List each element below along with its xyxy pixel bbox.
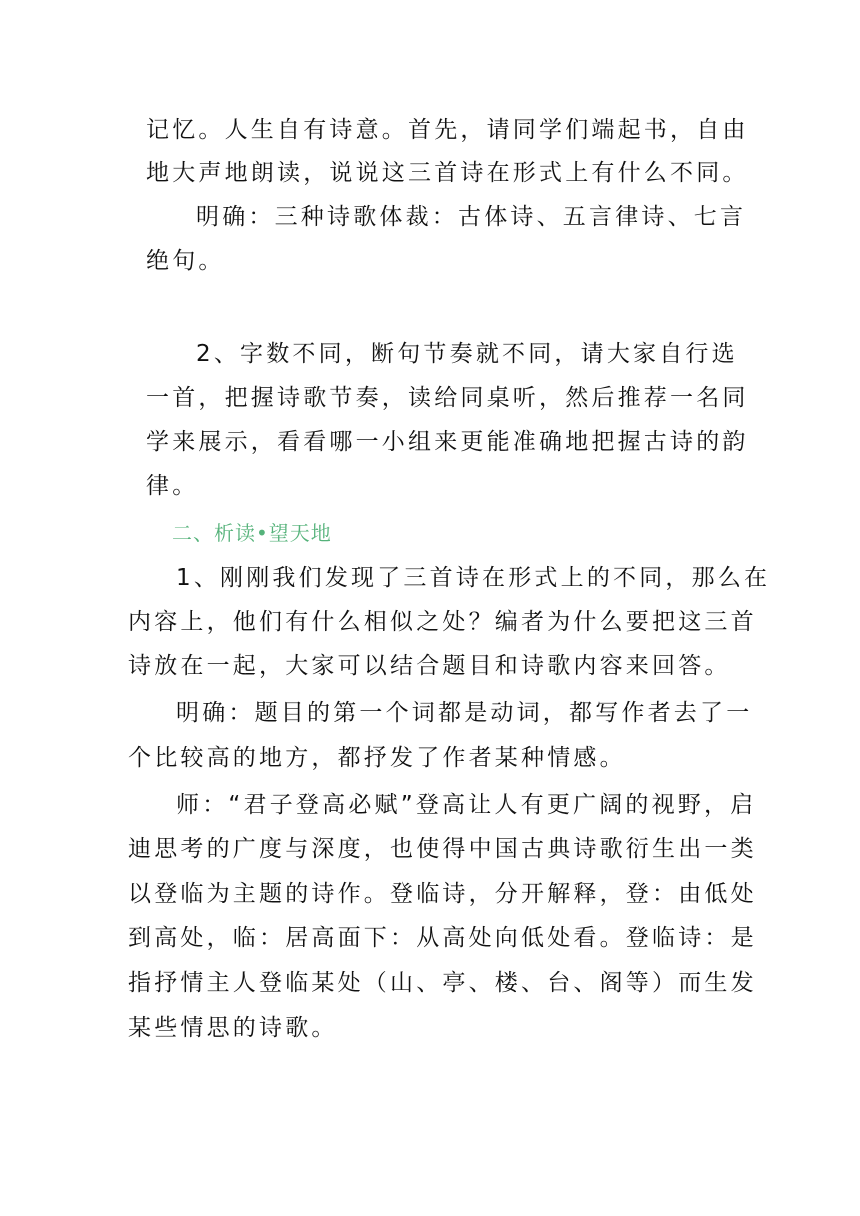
paragraph-line: 记忆。人生自有诗意。首先，请同学们端起书，自由 [146, 117, 749, 143]
paragraph-line: 以登临为主题的诗作。登临诗，分开解释，登：由低处 [128, 881, 757, 907]
paragraph-line: 迪思考的广度与深度，也使得中国古典诗歌衍生出一类 [128, 836, 757, 862]
paragraph-line: 明确：题目的第一个词都是动词，都写作者去了一 [176, 700, 753, 726]
paragraph-line: 1、刚刚我们发现了三首诗在形式上的不同，那么在 [176, 565, 771, 591]
paragraph-line: 绝句。 [146, 248, 225, 274]
paragraph-line: 指抒情主人登临某处（山、亭、楼、台、阁等）而生发 [128, 970, 757, 996]
paragraph-line: 师：“君子登高必赋”登高让人有更广阔的视野，启 [176, 792, 757, 818]
paragraph-line: 律。 [146, 473, 199, 499]
paragraph-line: 内容上，他们有什么相似之处？编者为什么要把这三首 [128, 609, 757, 635]
paragraph-line: 学来展示，看看哪一小组来更能准确地把握古诗的韵 [146, 429, 749, 455]
paragraph-line: 明确：三种诗歌体裁：古体诗、五言律诗、七言 [196, 204, 747, 230]
paragraph-line: 一首，把握诗歌节奏，读给同桌听，然后推荐一名同 [146, 385, 749, 411]
paragraph-line: 个比较高的地方，都抒发了作者某种情感。 [128, 745, 626, 771]
section-heading: 二、析读•望天地 [172, 521, 332, 545]
paragraph-line: 诗放在一起，大家可以结合题目和诗歌内容来回答。 [128, 653, 731, 679]
paragraph-line: 到高处，临：居高面下：从高处向低处看。登临诗：是 [128, 925, 757, 951]
paragraph-line: 某些情思的诗歌。 [128, 1015, 338, 1041]
paragraph-line: 2、字数不同，断句节奏就不同，请大家自行选 [196, 341, 738, 367]
paragraph-line: 地大声地朗读，说说这三首诗在形式上有什么不同。 [146, 160, 749, 186]
